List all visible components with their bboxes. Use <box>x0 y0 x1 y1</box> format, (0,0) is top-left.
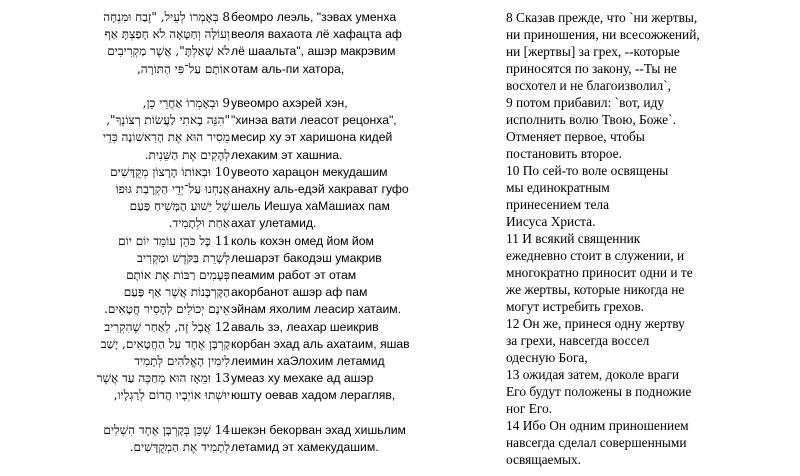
translit-line: месир ху эт харишона кидей <box>231 130 393 145</box>
russian-line: восхотел и не благоизволил`, <box>506 78 672 93</box>
translit-line: увеото харацон мекудашим <box>231 164 388 179</box>
russian-line: многократно приносит одни и те <box>506 265 693 280</box>
translit-line: шекэн бекорван эхад хишьлим <box>231 422 406 437</box>
russian-line: 13 ожидая затем, доколе враги <box>506 367 680 382</box>
russian-line: приносятся по закону, --Ты не <box>506 61 677 76</box>
translit-line: лехаким эт хашниа. <box>231 147 343 162</box>
russian-line: ежедневно стоит в служении, и <box>506 248 685 263</box>
translit-line: увеомро ахэрей хэн, <box>231 96 348 110</box>
russian-line: ни приношения, ни всесожжений, <box>506 27 700 42</box>
hebrew-line: לְתָמִיד אֶת הַמְקֻדָּשִׁים. <box>129 440 230 454</box>
russian-line: 12 Он же, принеся одну жертву <box>506 316 685 331</box>
translit-line: юшту оевав хадом лерагляв, <box>231 388 396 403</box>
russian-line: ног Его. <box>506 401 553 416</box>
translit-line: веоля вахаота лё хафацта аф <box>231 27 402 42</box>
russian-line: Иисуса Христа. <box>506 214 596 229</box>
hebrew-line: לְהָקִים אֶת הַשֵּׁנִית. <box>144 147 230 162</box>
translit-line: леимин хаЭлохим летамид <box>231 354 385 368</box>
russian-line: за грехи, навсегда воссел <box>506 333 650 348</box>
russian-line: 8 Сказав прежде, что `ни жертвы, <box>506 10 698 25</box>
translit-line: "хинэа вати леасот рецонха", <box>231 113 397 128</box>
hebrew-line: אַחַת וּלְתָמִיד. <box>168 216 230 231</box>
hebrew-line: וְעוֹלָה וְחַטָּאָה לֹא חָפַצְתָּ אַף <box>104 27 230 42</box>
russian-line: освящаемых. <box>506 452 581 467</box>
translit-line: умеаз ху мехаке ад ашэр <box>231 371 374 386</box>
hebrew-line: 10 וּבְאוֹתוֹ הָרָצוֹן מְקֻדָּשִׁים <box>110 164 230 179</box>
hebrew-line: 14 שֶׁכֵּן בְּקָרְבָּן אֶחָד הִשְׁלִים <box>103 422 230 437</box>
translit-line: анахну аль-едэй хакрават гуфо <box>231 182 409 196</box>
russian-line: Его будут положены в подножие <box>506 384 692 399</box>
russian-line: ни [жертвы] за грех, --которые <box>506 44 680 59</box>
russian-line: 10 По сей-то воле освящены <box>506 163 669 178</box>
hebrew-line: קָרְבָּן אֶחָד עַל הַחֲטָאִים, יָשַׁב <box>100 336 230 351</box>
russian-line: 14 Ибо Он одним приношением <box>506 418 689 433</box>
russian-line: одесную Бога, <box>506 350 588 365</box>
translit-line: отам аль-пи хатора, <box>231 61 345 76</box>
translit-line: корбан эхад аль ахатаим, яшав <box>231 336 410 351</box>
hebrew-line: אֲנַחְנוּ עַל־יְדֵי הַקְרָבַת גּוּפוֹ <box>115 182 230 196</box>
hebrew-line: יוּשְׁתוּ אוֹיְבָיו הֲדוֹם לְרַגְלָיו, <box>113 388 230 403</box>
hebrew-line: "הִנֵּה בָאתִי לַעֲשׂוֹת רְצוֹנֶךָ", <box>106 113 230 128</box>
russian-line: навсегда сделал совершенными <box>506 435 687 450</box>
hebrew-line: אֵינָם יְכוֹלִים לְהָסִיר חֲטָאִים. <box>104 302 230 317</box>
russian-line: же жертвы, которые никогда не <box>506 282 685 297</box>
translit-line: эйнам яхолим леасир хатаим. <box>231 302 402 317</box>
russian-line: 9 потом прибавил: `вот, иду <box>506 95 665 110</box>
russian-line: исполнить волю Твою, Боже`. <box>506 112 676 127</box>
hebrew-line: שֶׁל יֵשׁוּעַ הַמָּשִׁיחַ פַּעַם <box>129 199 230 214</box>
russian-line: принесением тела <box>506 197 610 212</box>
translit-line: аваль зэ, леахар шеикрив <box>231 319 379 334</box>
translit-line: лешарэт бакодэш умакрив <box>231 250 382 265</box>
russian-line: могут истребить грехов. <box>506 299 645 314</box>
translit-line: ахат улетамид. <box>231 216 317 231</box>
russian-line: Отменяет первое, чтобы <box>506 129 645 144</box>
translit-line: лё шаальта", ашэр макрэвим <box>231 44 396 59</box>
hebrew-line: הַקָּרְבָּנוֹת אֲשֶׁר אַף פַּעַם <box>123 285 230 300</box>
hebrew-line: לְשָׁרֵת בַּקֹּדֶשׁ וּמַקְרִיב <box>137 250 230 265</box>
hebrew-line: פְּעָמִים רַבּוֹת אֶת אוֹתָם <box>126 268 230 282</box>
hebrew-line: לֹא שָׁאַלְתָּ", אֲשֶׁר מַקְרִיבִים <box>107 44 230 59</box>
hebrew-line: 13 וּמֵאָז הוּא מְחַכֶּה עַד אֲשֶׁר <box>96 371 230 386</box>
translit-line: летамид эт хамекудашим. <box>231 440 379 454</box>
hebrew-line: אוֹתָם עַל־פִּי הַתּוֹרָה, <box>136 61 230 76</box>
hebrew-line: מֵסִיר הוּא אֶת הָרִאשׁוֹנָה כְּדֵי <box>102 130 230 145</box>
hebrew-line: 12 אֲבָל זֶה, לְאַחַר שֶׁהִקְרִיב <box>104 319 230 334</box>
hebrew-line: 11 כָּל כֹּהֵן עוֹמֵד יוֹם יוֹם <box>118 233 230 248</box>
translit-line: шель Иешуа хаМашиах пам <box>231 199 390 214</box>
russian-line: 11 И всякий священник <box>506 231 641 246</box>
translit-line: акорбанот ашэр аф пам <box>231 285 368 300</box>
translit-line: беомро леэль, "зэвах уменха <box>231 10 397 24</box>
hebrew-line: 9 וּבְאָמְרוֹ אַחֲרֵי כֵן, <box>142 96 230 110</box>
translit-line: коль кохэн омед йом йом <box>231 233 374 248</box>
russian-line: мы единократным <box>506 180 610 195</box>
translit-line: пеамим работ эт отам <box>231 268 357 282</box>
hebrew-line: לִימִין הָאֱלֹהִים לְתָמִיד <box>134 354 230 368</box>
hebrew-line: 8 בְּאָמְרוֹ לְעֵיל, "זֶבַח וּמִנְחָה <box>103 10 230 24</box>
russian-line: постановить второе. <box>506 146 622 161</box>
